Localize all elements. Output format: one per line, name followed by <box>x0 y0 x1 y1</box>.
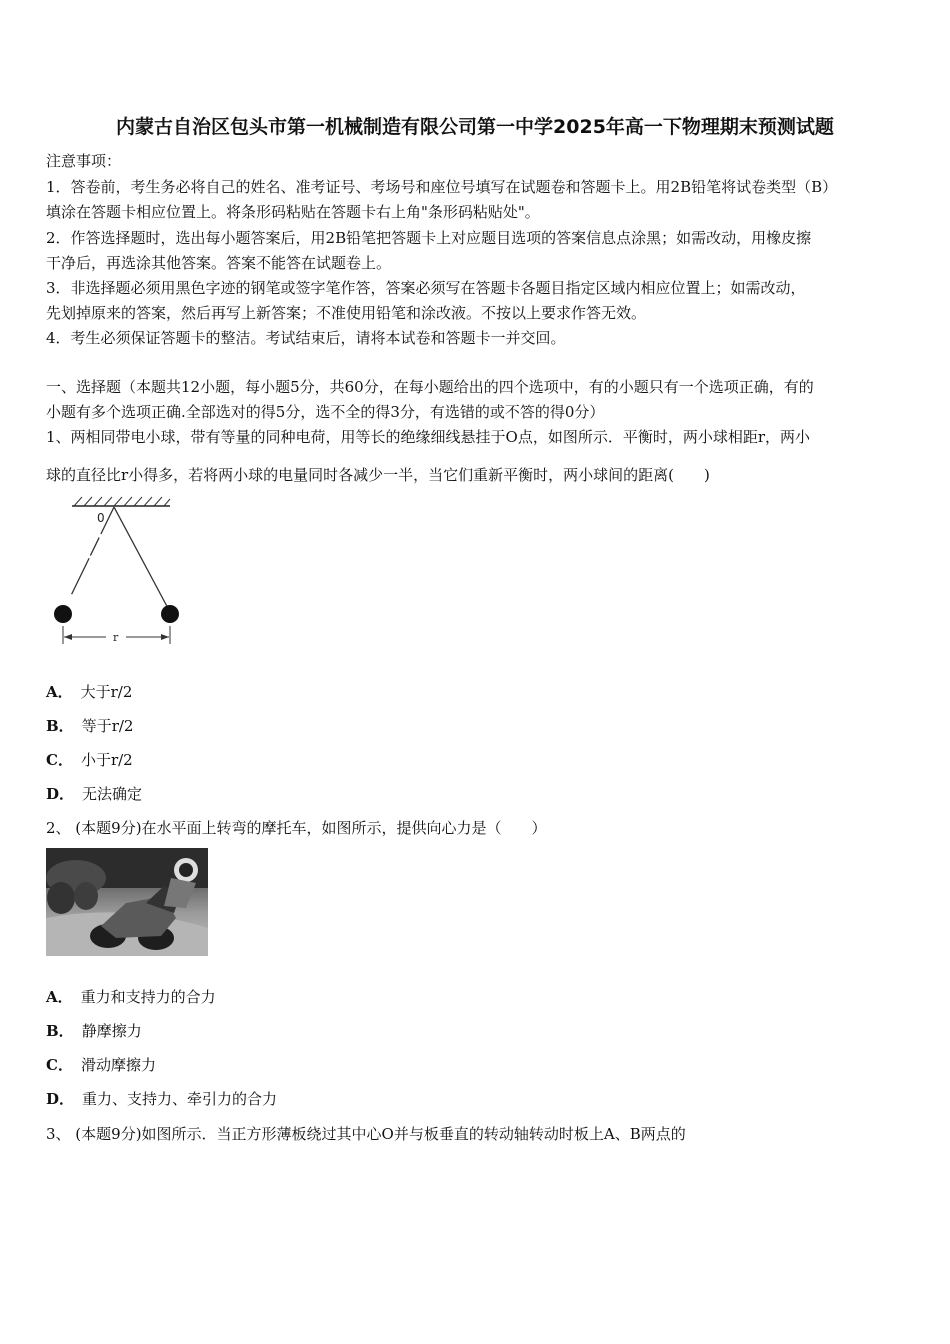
option-text: 滑动摩擦力 <box>80 1056 156 1074</box>
q1-text-line-2: 球的直径比r小得多，若将两小球的电量同时各减少一半，当它们重新平衡时，两小球间的距离( ) <box>46 466 710 484</box>
left-string <box>63 507 114 612</box>
option-text: 等于r/2 <box>81 717 134 735</box>
q1-option-d[interactable] <box>46 784 142 804</box>
notice-heading: 注意事项： <box>46 152 122 170</box>
page-title: 内蒙古自治区包头市第一机械制造有限公司第一中学2025年高一下物理期末预测试题 <box>116 116 834 138</box>
notice-line-4: 干净后，再选涂其他答案。答案不能答在试题卷上。 <box>46 254 392 272</box>
pivot-label: 0 <box>97 511 105 525</box>
motorcycle-photo <box>46 848 208 956</box>
option-text: 大于r/2 <box>80 683 133 701</box>
option-letter: C． <box>46 1056 73 1074</box>
dim-arrow-right <box>161 634 169 640</box>
dim-arrow-left <box>64 634 72 640</box>
section-line-1: 一、选择题（本题共12小题，每小题5分，共60分，在每小题给出的四个选项中，有的小题只有一个选项正确，有的 <box>46 378 814 396</box>
option-letter: D． <box>46 785 75 803</box>
notice-line-6: 先划掉原来的答案，然后再写上新答案；不准使用铅笔和涂改液。不按以上要求作答无效。 <box>46 304 647 322</box>
right-ball <box>161 605 179 623</box>
distance-label: r <box>113 631 119 644</box>
notice-line-7: 4．考生必须保证答题卡的整洁。考试结束后，请将本试卷和答题卡一并交回。 <box>46 329 566 347</box>
q2-text-line-1: 2、 (本题9分)在水平面上转弯的摩托车，如图所示，提供向心力是（ ） <box>46 819 547 837</box>
q3-text-line-1: 3、 (本题9分)如图所示．当正方形薄板绕过其中心O并与板垂直的转动轴转动时板上A、B两点的 <box>46 1125 686 1143</box>
q1-option-b[interactable] <box>46 716 133 736</box>
motorcycle-image-icon <box>46 848 208 956</box>
q2-option-a[interactable] <box>46 987 216 1007</box>
option-letter: B． <box>46 717 74 735</box>
option-text: 重力、支持力、牵引力的合力 <box>82 1090 278 1108</box>
notice-line-3: 2．作答选择题时，选出每小题答案后，用2B铅笔把答题卡上对应题目选项的答案信息点涂黑；如需改动，用橡皮擦 <box>46 229 812 247</box>
option-letter: C． <box>46 751 73 769</box>
q1-text-line-1: 1、两相同带电小球，带有等量的同种电荷，用等长的绝缘细线悬挂于O点，如图所示．平衡时，两小球相距r，两小 <box>46 428 811 446</box>
notice-line-1: 1．答卷前，考生务必将自己的姓名、准考证号、考场号和座位号填写在试题卷和答题卡上。用2B铅笔将试卷类型（B） <box>46 178 838 196</box>
option-text: 无法确定 <box>82 785 143 803</box>
option-letter: D． <box>46 1090 75 1108</box>
pendulum-figure <box>46 492 186 652</box>
right-string <box>114 507 170 612</box>
ceiling-hatching <box>74 497 170 506</box>
option-text: 小于r/2 <box>80 751 133 769</box>
section-line-2: 小题有多个选项正确.全部选对的得5分，选不全的得3分，有选错的或不答的得0分） <box>46 403 605 421</box>
left-ball <box>54 605 72 623</box>
q1-option-a[interactable] <box>46 682 132 702</box>
q2-option-d[interactable] <box>46 1089 277 1109</box>
option-text: 重力和支持力的合力 <box>80 988 216 1006</box>
option-letter: A． <box>46 988 73 1006</box>
q2-option-b[interactable] <box>46 1021 142 1041</box>
notice-line-5: 3．非选择题必须用黑色字迹的钢笔或签字笔作答，答案必须写在答题卡各题目指定区域内相应位置上；如需改动， <box>46 279 806 297</box>
option-letter: B． <box>46 1022 74 1040</box>
q1-option-c[interactable] <box>46 750 133 770</box>
option-text: 静摩擦力 <box>81 1022 142 1040</box>
option-letter: A． <box>46 683 73 701</box>
notice-line-2: 填涂在答题卡相应位置上。将条形码粘贴在答题卡右上角"条形码粘贴处"。 <box>46 203 540 221</box>
q2-option-c[interactable] <box>46 1055 156 1075</box>
